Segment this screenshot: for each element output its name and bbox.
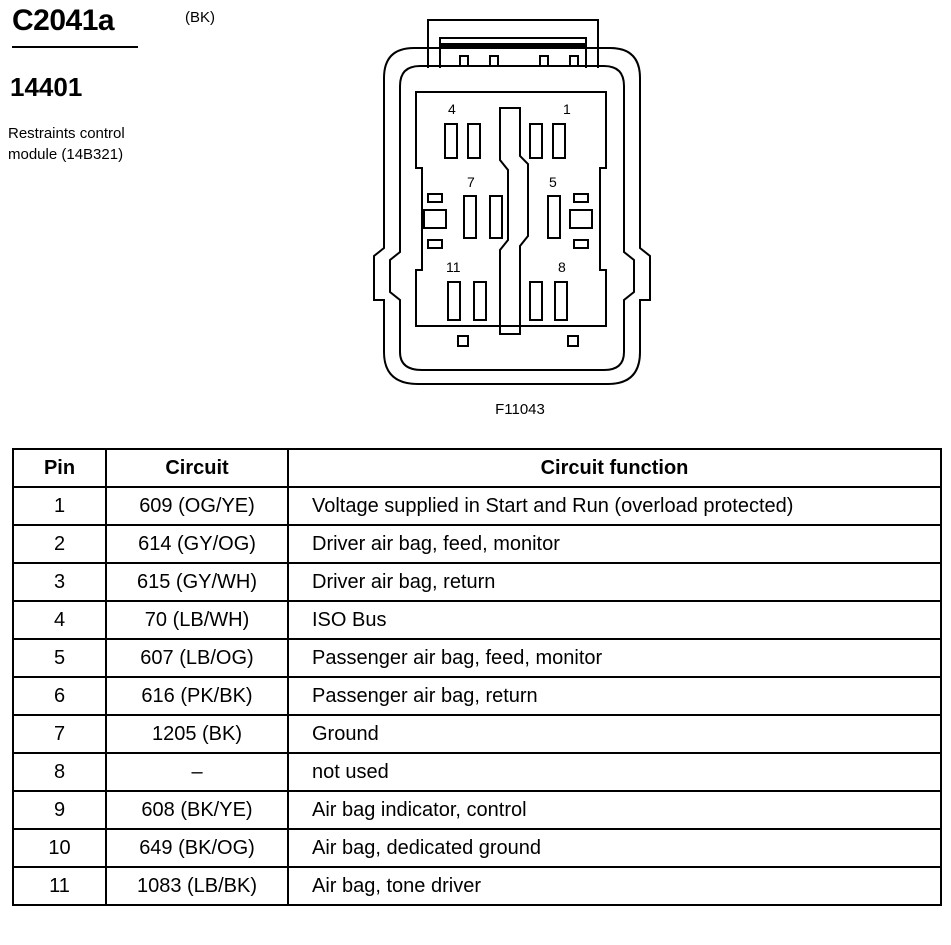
- function-cell: Driver air bag, return: [288, 563, 941, 601]
- pin-label-1: 1: [563, 101, 571, 117]
- circuit-cell: 608 (BK/YE): [106, 791, 288, 829]
- terminal-5: [548, 196, 560, 238]
- circuit-cell: 1205 (BK): [106, 715, 288, 753]
- circuit-cell: 70 (LB/WH): [106, 601, 288, 639]
- connector-id: C2041a: [12, 4, 115, 37]
- pin-label-8: 8: [558, 259, 566, 275]
- connector-id-underline: [12, 46, 138, 48]
- terminal-6: [490, 196, 502, 238]
- table-row: [13, 715, 941, 753]
- connector-inner-shell: [390, 66, 634, 370]
- terminal-3: [468, 124, 480, 158]
- circuit-cell: 1083 (LB/BK): [106, 867, 288, 905]
- table-row: [13, 867, 941, 905]
- terminal-7: [464, 196, 476, 238]
- module-description-line-1: Restraints control: [8, 125, 125, 142]
- module-description: [8, 123, 208, 165]
- part-number: 14401: [10, 72, 83, 102]
- table-row: [13, 753, 941, 791]
- connector-face-diagram: [360, 0, 680, 400]
- pin-table-header-row: [13, 449, 941, 487]
- function-cell: Air bag, tone driver: [288, 867, 941, 905]
- function-cell: Air bag indicator, control: [288, 791, 941, 829]
- pin-cell: 3: [13, 563, 106, 601]
- terminal-2: [530, 124, 542, 158]
- function-cell: Ground: [288, 715, 941, 753]
- terminal-4: [445, 124, 457, 158]
- circuit-cell: 649 (BK/OG): [106, 829, 288, 867]
- circuit-cell: 615 (GY/WH): [106, 563, 288, 601]
- table-row: [13, 487, 941, 525]
- pin-label-7: 7: [467, 174, 475, 190]
- header-pin: Pin: [13, 449, 106, 487]
- figure-id: F11043: [495, 401, 545, 418]
- pin-cell: 10: [13, 829, 106, 867]
- pin-cell: 7: [13, 715, 106, 753]
- pin-cell: 8: [13, 753, 106, 791]
- pin-cell: 11: [13, 867, 106, 905]
- connector-color: (BK): [185, 9, 215, 26]
- function-cell: not used: [288, 753, 941, 791]
- table-row: [13, 639, 941, 677]
- pin-label-5: 5: [549, 174, 557, 190]
- pin-cell: 4: [13, 601, 106, 639]
- pin-cell: 9: [13, 791, 106, 829]
- terminal-1: [553, 124, 565, 158]
- table-row: [13, 525, 941, 563]
- table-row: [13, 829, 941, 867]
- function-cell: ISO Bus: [288, 601, 941, 639]
- circuit-cell: –: [106, 753, 288, 791]
- header-circuit-function: Circuit function: [288, 449, 941, 487]
- pin-table: [12, 448, 942, 906]
- terminal-8: [555, 282, 567, 320]
- function-cell: Driver air bag, feed, monitor: [288, 525, 941, 563]
- connector-latch-inner: [440, 38, 586, 68]
- circuit-cell: 609 (OG/YE): [106, 487, 288, 525]
- header-circuit: Circuit: [106, 449, 288, 487]
- module-description-line-2: module (14B321): [8, 146, 124, 163]
- terminal-9: [530, 282, 542, 320]
- circuit-cell: 616 (PK/BK): [106, 677, 288, 715]
- circuit-cell: 614 (GY/OG): [106, 525, 288, 563]
- terminal-11: [448, 282, 460, 320]
- table-row: [13, 601, 941, 639]
- pin-label-11: 11: [446, 259, 461, 275]
- function-cell: Air bag, dedicated ground: [288, 829, 941, 867]
- pin-cell: 2: [13, 525, 106, 563]
- terminal-10: [474, 282, 486, 320]
- table-row: [13, 791, 941, 829]
- function-cell: Voltage supplied in Start and Run (overload protected): [288, 487, 941, 525]
- circuit-cell: 607 (LB/OG): [106, 639, 288, 677]
- pin-cell: 6: [13, 677, 106, 715]
- table-row: [13, 563, 941, 601]
- table-row: [13, 677, 941, 715]
- function-cell: Passenger air bag, feed, monitor: [288, 639, 941, 677]
- pin-label-4: 4: [448, 101, 456, 117]
- function-cell: Passenger air bag, return: [288, 677, 941, 715]
- pin-cell: 1: [13, 487, 106, 525]
- center-divider: [500, 108, 528, 334]
- pin-cell: 5: [13, 639, 106, 677]
